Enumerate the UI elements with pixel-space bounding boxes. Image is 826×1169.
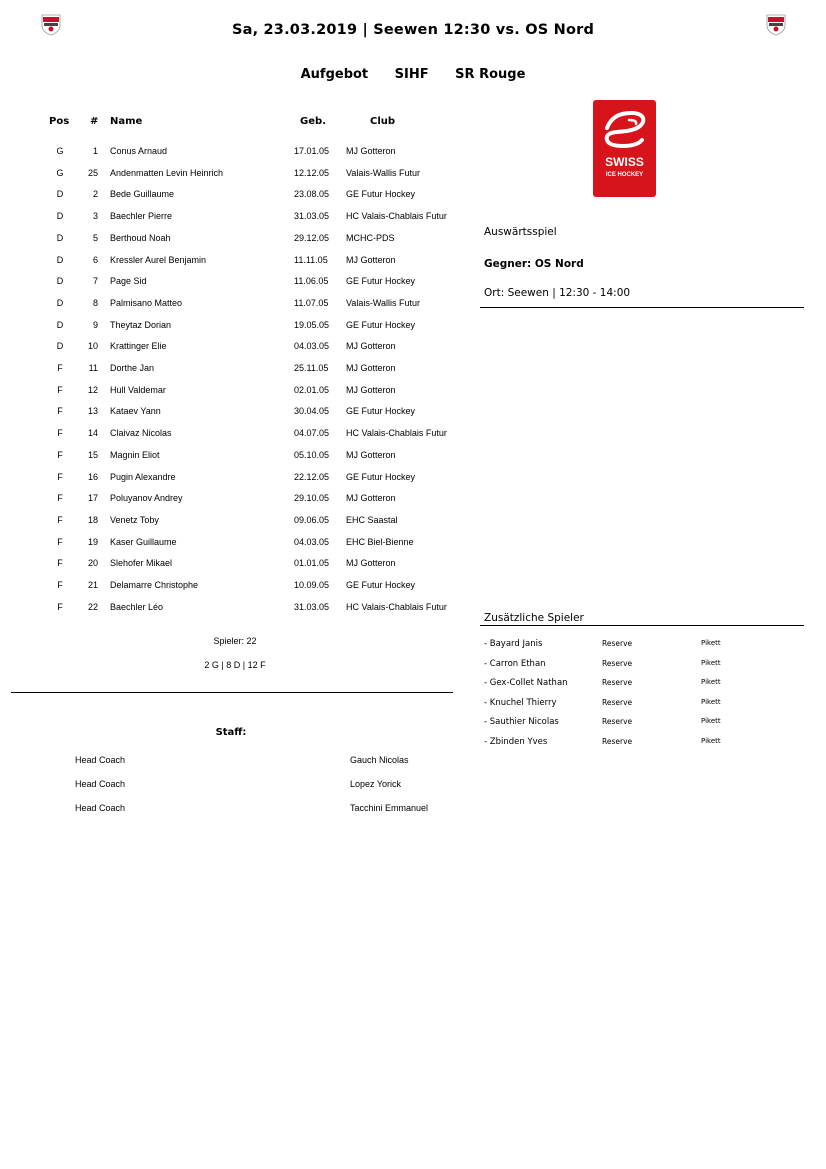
player-club: MJ Gotteron (346, 363, 396, 373)
player-club: MJ Gotteron (346, 146, 396, 156)
staff-name: Gauch Nicolas (350, 755, 409, 765)
table-row (0, 142, 470, 164)
player-pos: F (57, 406, 63, 417)
col-header-pos: Pos (49, 116, 70, 127)
player-pos: G (56, 167, 64, 178)
additional-player-name: - Gex-Collet Nathan (484, 678, 568, 689)
divider (11, 692, 453, 693)
player-name: Conus Arnaud (110, 146, 168, 156)
player-club: Valais-Wallis Futur (346, 297, 421, 308)
player-club: Valais-Wallis Futur (346, 167, 421, 178)
additional-player-status: Reserve (602, 717, 633, 727)
player-club: GE Futur Hockey (346, 319, 416, 330)
player-number: 7 (92, 276, 98, 287)
player-club: MJ Gotteron (346, 558, 396, 569)
player-birthdate: 04.03.05 (294, 536, 330, 547)
player-birthdate: 22.12.05 (294, 471, 330, 482)
subtitle-sihf: SIHF (394, 67, 429, 82)
player-name: Kataev Yann (110, 406, 161, 417)
player-number: 19 (87, 536, 98, 547)
player-pos: F (57, 580, 63, 590)
list-item (482, 639, 802, 659)
table-row (0, 381, 470, 403)
player-pos: D (56, 341, 64, 352)
player-name: Baechler Léo (110, 601, 164, 612)
player-birthdate: 11.11.05 (294, 254, 328, 265)
table-row (0, 554, 470, 576)
player-pos: F (57, 536, 63, 547)
player-pos: F (57, 384, 63, 395)
additional-player-type: Pikett (701, 737, 721, 745)
divider (480, 307, 804, 308)
table-row (0, 402, 470, 424)
player-pos: D (56, 297, 64, 308)
player-birthdate: 31.03.05 (294, 601, 330, 612)
player-birthdate: 29.10.05 (294, 493, 330, 504)
logo-text-swiss: SWISS (605, 155, 644, 169)
player-name: Slehofer Mikael (110, 558, 173, 569)
additional-player-name: - Zbinden Yves (484, 737, 548, 747)
opponent: Gegner: OS Nord (484, 258, 584, 270)
table-row (0, 251, 470, 273)
subtitle-aufgebot: Aufgebot (300, 67, 369, 82)
player-number: 20 (87, 558, 98, 569)
player-pos: D (56, 232, 64, 243)
player-club: MJ Gotteron (346, 341, 396, 352)
additional-player-name: - Knuchel Thierry (484, 697, 557, 708)
table-row (0, 446, 470, 468)
player-pos: G (56, 146, 64, 156)
player-club: EHC Saastal (346, 514, 398, 525)
additional-player-type: Pikett (701, 639, 721, 647)
staff-role: Head Coach (75, 803, 126, 813)
player-pos: F (57, 449, 63, 460)
player-number: 3 (92, 211, 98, 222)
player-birthdate: 23.08.05 (294, 189, 330, 200)
table-row (0, 359, 470, 381)
col-header-num: # (90, 116, 99, 127)
player-birthdate: 29.12.05 (294, 232, 330, 243)
staff-title: Staff: (215, 727, 247, 738)
logo-text-ice-hockey: ICE HOCKEY (605, 172, 644, 178)
location-time: Ort: Seewen | 12:30 - 14:00 (484, 287, 631, 299)
player-number: 15 (87, 449, 98, 460)
table-row (0, 294, 470, 316)
additional-player-name: - Sauthier Nicolas (484, 717, 559, 728)
table-row (0, 598, 470, 620)
player-club: MJ Gotteron (346, 493, 396, 504)
player-name: Page Sid (110, 276, 147, 287)
table-row (0, 272, 470, 294)
player-pos: D (56, 254, 64, 265)
player-name: Andenmatten Levin Heinrich (110, 167, 224, 178)
table-row (0, 489, 470, 511)
player-birthdate: 25.11.05 (294, 363, 329, 373)
player-birthdate: 02.01.05 (294, 384, 330, 395)
player-club: MJ Gotteron (346, 384, 396, 395)
player-club: GE Futur Hockey (346, 276, 416, 287)
list-item (482, 717, 802, 737)
col-header-name: Name (110, 116, 143, 127)
table-row (0, 207, 470, 229)
player-number: 2 (92, 189, 98, 200)
player-pos: F (57, 601, 63, 612)
additional-player-status: Reserve (602, 697, 633, 707)
additional-player-status: Reserve (602, 737, 633, 746)
player-name: Krattinger Elie (110, 341, 167, 352)
table-row (0, 164, 470, 186)
list-item (482, 659, 802, 679)
additional-player-name: - Carron Ethan (484, 658, 546, 669)
additional-players-title: Zusätzliche Spieler (484, 612, 584, 624)
player-birthdate: 12.12.05 (294, 167, 330, 178)
player-club: GE Futur Hockey (346, 580, 416, 590)
list-item (482, 698, 802, 718)
list-item (482, 678, 802, 698)
table-row (0, 511, 470, 533)
player-birthdate: 31.03.05 (294, 211, 330, 222)
player-name: Poluyanov Andrey (110, 493, 183, 504)
col-header-club: Club (370, 116, 396, 127)
player-name: Kressler Aurel Benjamin (110, 254, 207, 265)
additional-player-status: Reserve (602, 658, 633, 668)
player-pos: F (57, 558, 63, 569)
table-row (0, 229, 470, 251)
player-number: 22 (87, 601, 98, 612)
player-pos: F (57, 471, 63, 482)
player-name: Baechler Pierre (110, 211, 173, 222)
divider (480, 625, 804, 626)
game-type: Auswärtsspiel (484, 226, 557, 238)
player-number: 16 (87, 471, 98, 482)
player-number: 12 (87, 384, 98, 395)
staff-role: Head Coach (75, 755, 126, 765)
player-club: MCHC-PDS (346, 232, 395, 243)
player-birthdate: 30.04.05 (294, 406, 330, 417)
page-title: Sa, 23.03.2019 | Seewen 12:30 vs. OS Nord (231, 22, 595, 38)
additional-player-status: Reserve (602, 639, 633, 648)
player-birthdate: 09.06.05 (294, 514, 330, 525)
staff-name: Tacchini Emmanuel (350, 803, 429, 813)
additional-player-type: Pikett (701, 678, 721, 687)
player-name: Palmisano Matteo (110, 297, 183, 308)
player-birthdate: 17.01.05 (294, 146, 330, 156)
player-birthdate: 05.10.05 (294, 449, 330, 460)
player-club: MJ Gotteron (346, 449, 396, 460)
player-club: HC Valais-Chablais Futur (346, 601, 447, 612)
player-birthdate: 04.07.05 (294, 428, 330, 439)
list-item (482, 737, 802, 757)
player-number: 1 (92, 146, 98, 156)
player-name: Claivaz Nicolas (110, 428, 172, 439)
player-number: 18 (87, 514, 98, 525)
player-club: HC Valais-Chablais Futur (346, 428, 447, 439)
subtitle-team: SR Rouge (455, 67, 526, 82)
player-name: Magnin Eliot (110, 449, 160, 460)
player-pos: D (56, 276, 64, 287)
player-name: Delamarre Christophe (110, 580, 199, 590)
player-club: HC Valais-Chablais Futur (346, 211, 447, 222)
player-name: Venetz Toby (110, 514, 159, 525)
staff-name: Lopez Yorick (350, 779, 402, 789)
player-name: Hull Valdemar (110, 384, 166, 395)
player-number: 11 (88, 363, 98, 373)
player-club: EHC Biel-Bienne (346, 536, 414, 547)
player-pos: F (57, 514, 63, 525)
player-birthdate: 10.09.05 (294, 580, 330, 590)
player-pos: F (57, 428, 63, 439)
position-breakdown: 2 G | 8 D | 12 F (204, 660, 266, 670)
player-pos: D (56, 319, 64, 330)
player-pos: D (56, 189, 64, 200)
player-number: 14 (87, 428, 98, 439)
player-club: MJ Gotteron (346, 254, 396, 265)
table-row (0, 468, 470, 490)
player-name: Berthoud Noah (110, 232, 171, 243)
staff-role: Head Coach (75, 779, 126, 789)
player-number: 8 (92, 297, 98, 308)
player-number: 17 (87, 493, 98, 504)
table-row (0, 316, 470, 338)
player-name: Bede Guillaume (110, 189, 175, 200)
player-number: 6 (92, 254, 98, 265)
table-row (0, 533, 470, 555)
player-pos: F (57, 493, 63, 504)
player-number: 10 (87, 341, 98, 352)
table-row (0, 185, 470, 207)
player-number: 5 (92, 232, 98, 243)
player-birthdate: 04.03.05 (294, 341, 330, 352)
player-number: 21 (87, 580, 98, 590)
additional-player-name: - Bayard Janis (484, 639, 543, 649)
player-count: Spieler: 22 (213, 636, 257, 646)
table-row (0, 576, 470, 598)
additional-player-status: Reserve (602, 678, 633, 688)
subtitle (0, 67, 826, 82)
player-number: 25 (87, 167, 98, 178)
player-birthdate: 01.01.05 (294, 558, 330, 569)
player-name: Kaser Guillaume (110, 536, 177, 547)
additional-player-type: Pikett (701, 717, 721, 726)
table-row (0, 424, 470, 446)
additional-player-type: Pikett (701, 697, 721, 706)
table-row (0, 337, 470, 359)
player-birthdate: 11.06.05 (294, 276, 329, 287)
col-header-geb: Geb. (300, 116, 326, 127)
player-club: GE Futur Hockey (346, 189, 416, 200)
swiss-ice-hockey-logo (593, 100, 656, 197)
player-pos: D (56, 211, 64, 222)
player-number: 9 (92, 319, 98, 330)
player-pos: F (57, 363, 63, 373)
player-birthdate: 19.05.05 (294, 319, 330, 330)
player-club: GE Futur Hockey (346, 406, 416, 417)
player-name: Theytaz Dorian (110, 319, 172, 330)
additional-player-type: Pikett (701, 658, 721, 667)
player-birthdate: 11.07.05 (294, 297, 329, 308)
player-name: Dorthe Jan (110, 363, 155, 373)
player-club: GE Futur Hockey (346, 471, 416, 482)
player-name: Pugin Alexandre (110, 471, 176, 482)
player-number: 13 (87, 406, 98, 417)
